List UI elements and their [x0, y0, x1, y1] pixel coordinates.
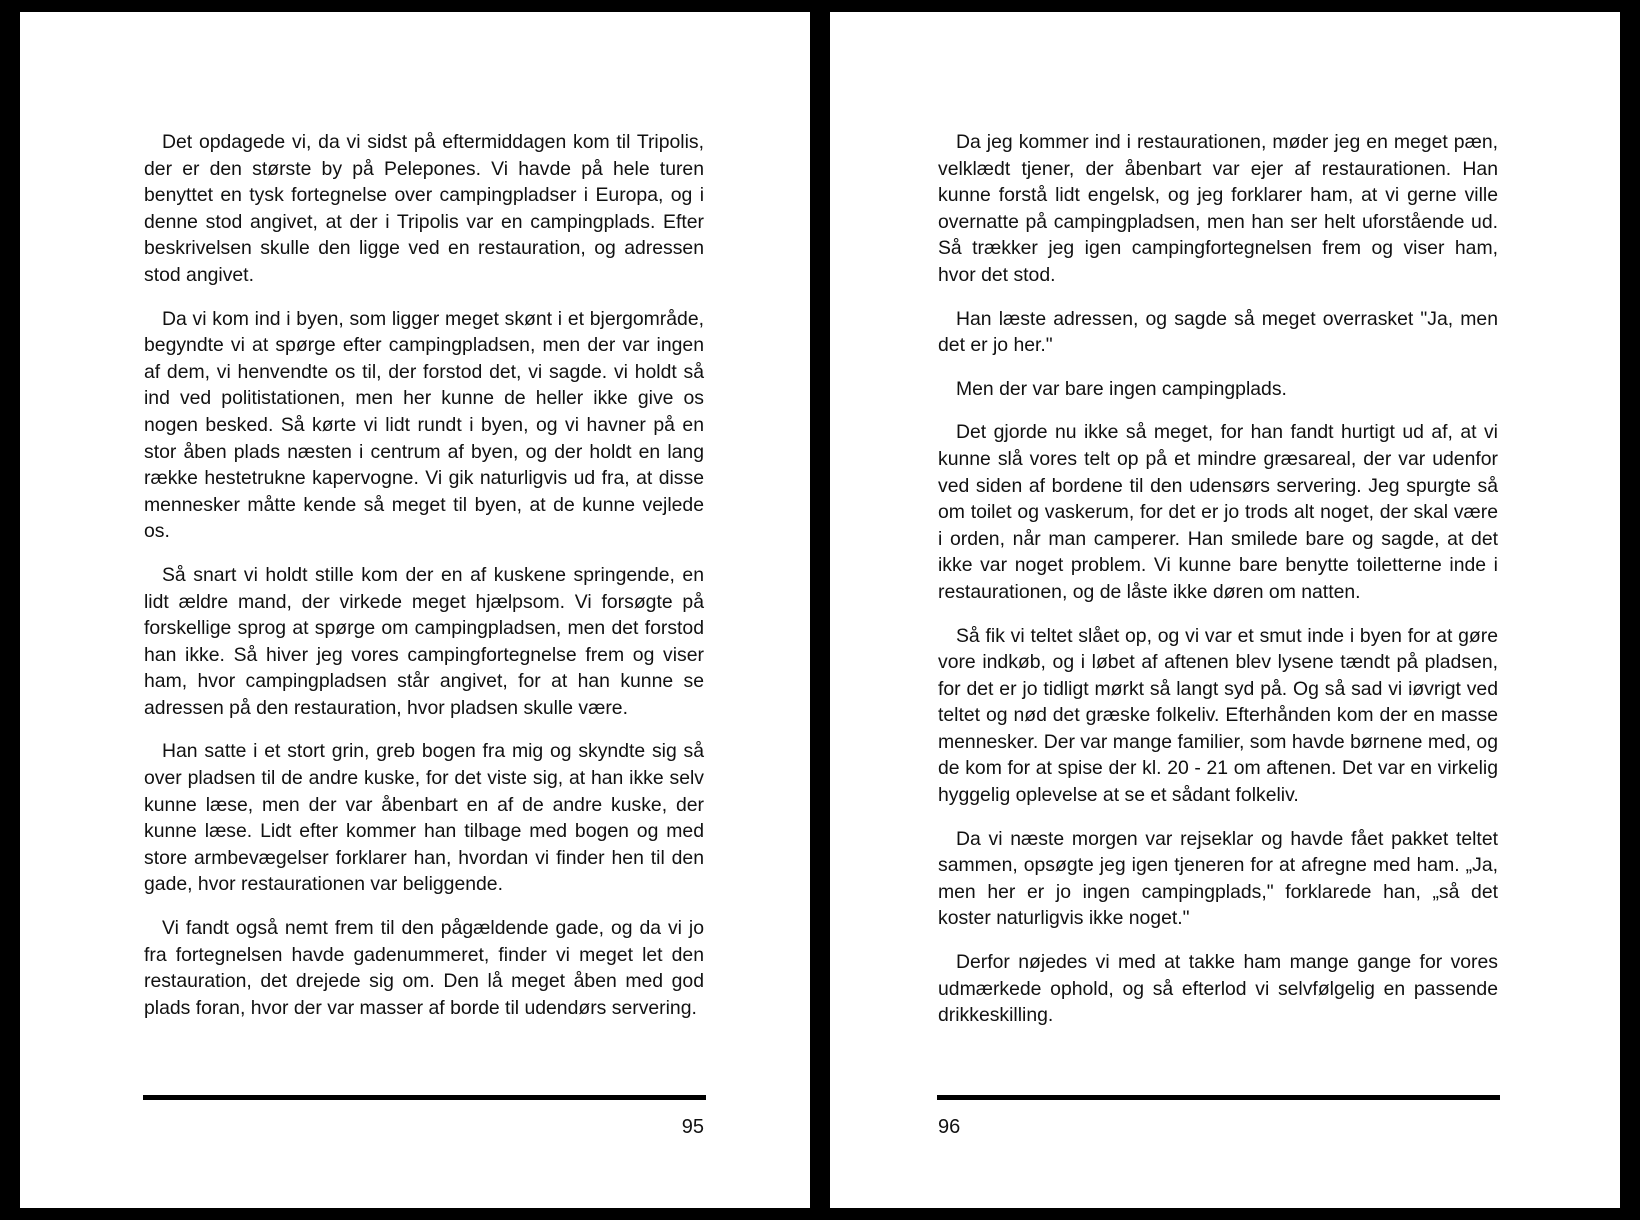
- left-page: [20, 12, 810, 1208]
- paragraph: Derfor nøjedes vi med at takke ham mange gange for vores udmærkede ophold, og så efterlod vi selvfølgelig en passende drikkeskilling.: [938, 951, 1498, 1027]
- paragraph: Det gjorde nu ikke så meget, for han fandt hurtigt ud af, at vi kunne slå vores telt op på et mindre græsareal, der var udenfor ved siden af bordene til den udensørs servering. Jeg spurgte så om toilet og vaskerum, for det er jo trods alt noget, der skal være i orden, når man camperer. Han smilede bare og sagde, at det ikke var noget problem. Vi kunne bare benytte toiletterne inde i restaurationen, og de låste ikke døren om natten.: [938, 421, 1498, 603]
- paragraph: Han læste adressen, og sagde så meget overrasket "Ja, men det er jo her.": [938, 307, 1498, 357]
- paragraph: Da vi næste morgen var rejseklar og havde fået pakket teltet sammen, opsøgte jeg igen tjeneren for at afregne med ham. „Ja, men her er jo ingen campingplads," forklarede han, „så det koster naturligvis ikke noget.": [938, 827, 1498, 930]
- paragraph: Da jeg kommer ind i restaurationen, møder jeg en meget pæn, velklædt tjener, der åbenbart var ejer af restaurationen. Han kunne forstå lidt engelsk, og jeg forklarer ham, at vi gerne ville overnatte på campingpladsen, men han ser helt uforstående ud. Så trækker jeg igen campingfortegnelsen frem og viser ham, hvor det stod.: [938, 131, 1498, 286]
- paragraph: Vi fandt også nemt frem til den pågældende gade, og da vi jo fra fortegnelsen havde gadenummeret, finder vi meget let den restauration, det drejede sig om. Den lå meget åben med god plads foran, hvor der var masser af borde til udendørs servering.: [144, 917, 704, 1019]
- paragraph: Men der var bare ingen campingplads.: [956, 377, 1287, 400]
- page-number: 95: [681, 1116, 704, 1138]
- footer-rule: [143, 1095, 706, 1100]
- right-page: [830, 12, 1620, 1208]
- paragraph: Da vi kom ind i byen, som ligger meget skønt i et bjergområde, begyndte vi at spørge efter campingpladsen, men der var ingen af dem, vi henvendte os til, der forstod det, vi sagde. vi holdt så ind ved politistationen, men her kunne de heller ikke give os nogen besked. Så kørte vi lidt rundt i byen, og vi havner på en stor åben plads næsten i centrum af byen, og der holdt en lang række hestetrukne kapervogne. Vi gik naturligvis ud fra, at disse mennesker måtte kende så meget til byen, at de kunne vejlede os.: [144, 307, 704, 543]
- paragraph: Han satte i et stort grin, greb bogen fra mig og skyndte sig så over pladsen til de andre kuske, for det viste sig, at han ikke selv kunne læse, men der var åbenbart en af de andre kuske, der kunne læse. Lidt efter kommer han tilbage med bogen og med store armbevægelser forklarer han, hvordan vi finder hen til den gade, hvor restaurationen var beliggende.: [144, 740, 704, 896]
- right-page-text: [938, 129, 1498, 1046]
- left-page-text: [144, 129, 704, 1038]
- page-number: 96: [938, 1116, 961, 1138]
- footer-rule: [937, 1095, 1500, 1100]
- paragraph: Så fik vi teltet slået op, og vi var et smut inde i byen for at gøre vore indkøb, og i løbet af aftenen blev lysene tændt på pladsen, for det er jo tidligt mørkt så langt syd på. Og så sad vi iøvrigt ved teltet og nød det græske folkeliv. Efterhånden kom der en masse mennesker. Der var mange familier, som havde børnene med, og de kom for at spise der kl. 20 - 21 om aftenen. Det var en virkelig hyggelig oplevelse at se et sådant folkeliv.: [938, 624, 1498, 807]
- paragraph: Det opdagede vi, da vi sidst på eftermiddagen kom til Tripolis, der er den største by på Pelepones. Vi havde på hele turen benyttet en tysk fortegnelse over campingpladser i Europa, og i denne stod angivet, at der i Tripolis var en campingplads. Efter beskrivelsen skulle den ligge ved en restauration, og adressen stod angivet.: [144, 131, 704, 286]
- paragraph: Så snart vi holdt stille kom der en af kuskene springende, en lidt ældre mand, der virkede meget hjælpsom. Vi forsøgte på forskellige sprog at spørge om campingpladsen, men det forstod han ikke. Så hiver jeg vores campingfortegnelse frem og viser ham, hvor campingpladsen står angivet, for at han kunne se adressen på den restauration, hvor pladsen skulle være.: [144, 563, 704, 719]
